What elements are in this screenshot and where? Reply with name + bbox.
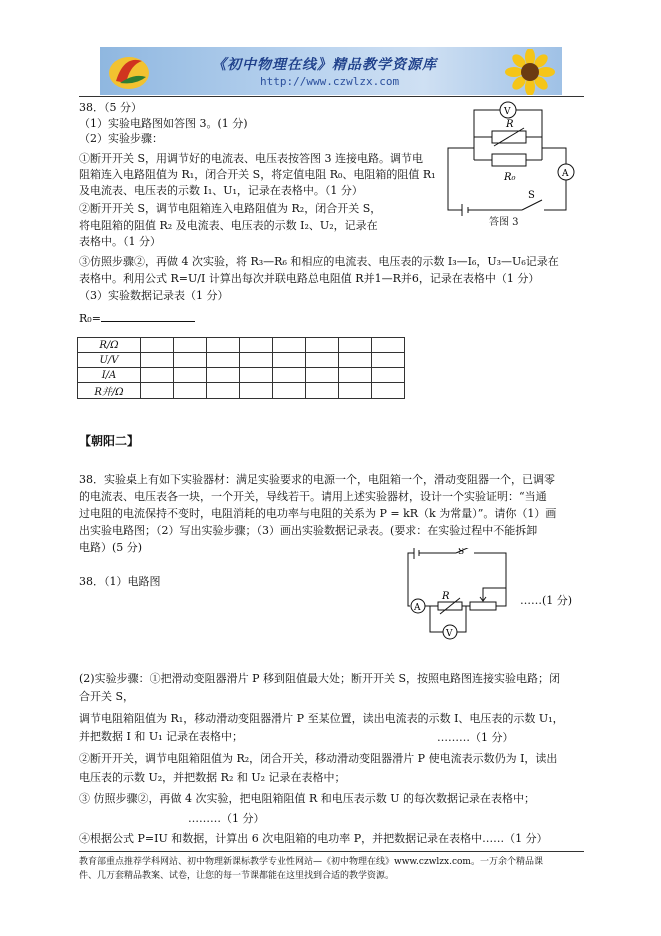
r0-label-text: R₀= bbox=[79, 312, 101, 325]
q1-text-6: 及电流表、电压表的示数 I₁、U₁，记录在表格中。（1 分） bbox=[79, 184, 363, 197]
q2-step-5: 电压表的示数 U₂，并把数据 R₂ 和 U₂ 记录在表格中； bbox=[79, 771, 346, 784]
q1-text-12: （3）实验数据记录表（1 分） bbox=[79, 289, 229, 302]
footer-line-1: 教育部重点推荐学科网站、初中物理新课标教学专业性网站—《初中物理在线》www.czwlzx.com。一万余个精品课 bbox=[79, 857, 543, 867]
q1-text-5: 阻箱连入电路阻值为 R₁，闭合开关 S，将定值电阻 R₀、电阻箱的阻值 R₁ bbox=[79, 168, 436, 181]
q1-text-2: （1）实验电路图如答图 3。(1 分) bbox=[79, 117, 248, 130]
circuit-diagram-3 bbox=[444, 100, 584, 225]
table-row bbox=[78, 353, 405, 368]
header-banner bbox=[100, 47, 562, 95]
q2-step-2: 调节电阻箱阻值为 R₁，移动滑动变阻器滑片 P 至某位置，读出电流表的示数 I、电压表的示数 U₁， bbox=[79, 712, 564, 725]
ammeter-label: A bbox=[562, 169, 569, 179]
q2-step-1: (2)实验步骤：①把滑动变阻器滑片 P 移到阻值最大处；断开开关 S，按照电路图连接实验电路；闭 bbox=[79, 672, 561, 685]
data-table bbox=[77, 337, 405, 399]
q1-text-10: ③仿照步骤②，再做 4 次实验，将 R₃—R₆ 和相应的电流表、电压表的示数 I₃—I₆，U₃—U₆记录在 bbox=[79, 255, 559, 268]
q1-text-9: 表格中。（1 分） bbox=[79, 235, 161, 248]
circuit-diagram-2 bbox=[398, 548, 518, 648]
q2-step-1b: 合开关 S， bbox=[79, 690, 135, 703]
score-note: ……(1 分) bbox=[520, 594, 573, 607]
q1-text-8: 将电阻箱的阻值 R₂ 及电流表、电压表的示数 I₂、U₂，记录在 bbox=[79, 219, 378, 232]
q1-text-7: ②断开开关 S，调节电阻箱连入电路阻值为 R₂，闭合开关 S， bbox=[79, 202, 382, 215]
voltmeter-label: V bbox=[504, 107, 511, 117]
r0-resistor-label: R₀ bbox=[504, 172, 516, 183]
q2-step-3: 并把数据 I 和 U₁ 记录在表格中； bbox=[79, 730, 244, 743]
q2-text-2: 的电流表、电压表各一块，一个开关，导线若干。请用上述实验器材，设计一个实验证明：“当通 bbox=[79, 490, 547, 503]
banner-url: http://www.czwlzx.com bbox=[260, 75, 400, 88]
q2-text-3: 过电阻的电流保持不变时，电阻消耗的电功率与电阻的关系为 P = kR（k 为常量）”。请你（1）画 bbox=[79, 507, 557, 520]
sunflower-icon bbox=[500, 49, 560, 95]
footer-rule bbox=[79, 851, 584, 852]
q2-text-4: 出实验电路图；（2）写出实验步骤；（3）画出实验数据记录表。(要求：在实验过程中不能拆卸 bbox=[79, 524, 538, 537]
q2-step-6: ③ 仿照步骤②，再做 4 次实验，把电阻箱阻值 R 和电压表示数 U 的每次数据记录在表格中； bbox=[79, 792, 536, 805]
table-row bbox=[78, 338, 405, 353]
logo-icon bbox=[106, 51, 152, 91]
q1-text-3: （2）实验步骤： bbox=[79, 132, 163, 145]
resistor-label-2: R bbox=[442, 591, 450, 602]
footer-line-2: 件、几万套精品教案、试卷，让您的每一节课都能在这里找到合适的教学资源。 bbox=[79, 871, 395, 881]
q2-answer-title: 38．（1）电路图 bbox=[79, 575, 161, 588]
figure-caption: 答图 3 bbox=[489, 217, 519, 228]
table-row bbox=[78, 368, 405, 383]
header-rule bbox=[79, 96, 584, 97]
q2-text-5: 电路）(5 分) bbox=[79, 541, 143, 554]
q2-step-3-score: ………（1 分） bbox=[437, 731, 514, 744]
q2-step-4: ②断开开关，调节电阻箱阻值为 R₂，闭合开关，移动滑动变阻器滑片 P 使电流表示数仍为 I，读出 bbox=[79, 752, 558, 765]
table-row bbox=[78, 383, 405, 399]
table-cell: R并/Ω bbox=[78, 383, 141, 399]
q1-text-4: ①断开开关 S，用调节好的电流表、电压表按答图 3 连接电路。调节电 bbox=[79, 152, 424, 165]
q2-step-6-score: ………（1 分） bbox=[188, 812, 265, 825]
banner-title: 《初中物理在线》精品教学资源库 bbox=[212, 57, 437, 73]
table-cell: R/Ω bbox=[78, 338, 141, 353]
table-cell: I/A bbox=[78, 368, 141, 383]
table-cell: U/V bbox=[78, 353, 141, 368]
voltmeter-label-2: V bbox=[446, 629, 453, 639]
ammeter-label-2: A bbox=[414, 603, 421, 613]
q1-title: 38．（5 分） bbox=[79, 101, 142, 114]
switch-label: S bbox=[528, 190, 535, 201]
r0-label bbox=[79, 311, 195, 326]
section-title: 【朝阳二】 bbox=[79, 434, 140, 448]
resistor-box-label: R bbox=[506, 119, 514, 130]
q2-text-1: 38．实验桌上有如下实验器材：满足实验要求的电源一个，电阻箱一个，滑动变阻器一个，已调零 bbox=[79, 473, 555, 486]
switch-label-2: S bbox=[458, 548, 465, 557]
q1-text-11: 表格中。利用公式 R=U/I 计算出每次并联电路总电阻值 R并1—R并6，记录在表格中（1 分） bbox=[79, 272, 540, 285]
q2-step-7: ④根据公式 P=IU 和数据，计算出 6 次电阻箱的电功率 P，并把数据记录在表格中……（1 分） bbox=[79, 832, 548, 845]
